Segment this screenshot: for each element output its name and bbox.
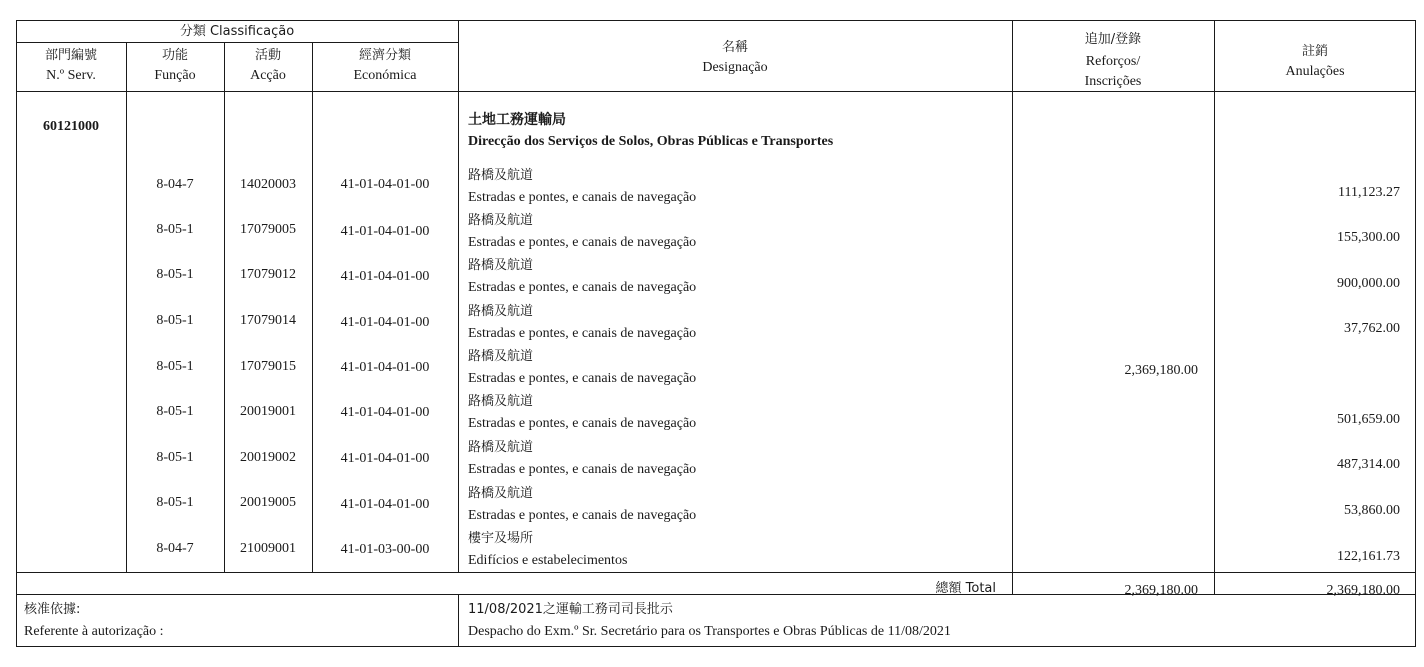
rule-accao (312, 42, 313, 572)
service-code: 60121000 (43, 119, 99, 134)
rule-reforcos (1012, 20, 1013, 594)
row-economica: 41-01-04-01-00 (340, 405, 430, 420)
row-funcao: 8-05-1 (156, 404, 194, 419)
header-reforcos-zh: 追加/登錄 (1084, 32, 1142, 47)
row-name-pt: Estradas e pontes, e canais de navegação (468, 371, 697, 386)
rule-funcao (224, 42, 225, 572)
header-economica-pt: Económica (353, 68, 417, 83)
row-name-zh: 路橋及航道 (468, 349, 534, 364)
row-funcao: 8-04-7 (156, 541, 194, 556)
row-economica: 41-01-04-01-00 (340, 224, 430, 239)
row-name-zh: 路橋及航道 (468, 440, 534, 455)
rule-header-bottom (16, 91, 1416, 92)
rule-body-bottom (16, 572, 1416, 573)
row-funcao: 8-05-1 (156, 222, 194, 237)
rule-footer-bottom (16, 646, 1416, 647)
row-accao: 20019001 (240, 404, 296, 419)
row-anulacao: 900,000.00 (1337, 276, 1400, 291)
row-funcao: 8-04-7 (156, 177, 194, 192)
row-accao: 21009001 (240, 541, 296, 556)
header-reforcos-pt2: Inscrições (1084, 74, 1142, 89)
row-economica: 41-01-04-01-00 (340, 315, 430, 330)
row-name-pt: Estradas e pontes, e canais de navegação (468, 280, 697, 295)
header-anulacoes-pt: Anulações (1285, 64, 1345, 79)
row-economica: 41-01-04-01-00 (340, 497, 430, 512)
header-funcao-zh: 功能 (161, 48, 188, 63)
total-label: 總額 Total (935, 581, 996, 596)
row-anulacao: 37,762.00 (1344, 321, 1400, 336)
row-funcao: 8-05-1 (156, 267, 194, 282)
service-name-pt: Direcção dos Serviços de Solos, Obras Públicas e Transportes (468, 134, 834, 149)
total-anulacoes: 2,369,180.00 (1326, 583, 1400, 598)
header-anulacoes-zh: 註銷 (1301, 44, 1328, 59)
row-funcao: 8-05-1 (156, 450, 194, 465)
row-name-pt: Estradas e pontes, e canais de navegação (468, 508, 697, 523)
row-anulacao: 111,123.27 (1338, 185, 1400, 200)
row-name-pt: Edifícios e estabelecimentos (468, 553, 628, 568)
header-accao-pt: Acção (250, 68, 286, 83)
footer-despacho-zh: 11/08/2021之運輸工務司司長批示 (468, 602, 673, 617)
header-reforcos-pt1: Reforços/ (1085, 54, 1141, 69)
row-accao: 20019005 (240, 495, 296, 510)
row-funcao: 8-05-1 (156, 359, 194, 374)
row-anulacao: 53,860.00 (1344, 503, 1400, 518)
row-name-pt: Estradas e pontes, e canais de navegação (468, 326, 697, 341)
row-name-zh: 路橋及航道 (468, 168, 534, 183)
row-name-pt: Estradas e pontes, e canais de navegação (468, 416, 697, 431)
row-anulacao: 501,659.00 (1337, 412, 1400, 427)
row-anulacao: 487,314.00 (1337, 457, 1400, 472)
header-accao-zh: 活動 (254, 48, 281, 63)
row-anulacao: 122,161.73 (1337, 549, 1400, 564)
footer-ref-pt: Referente à autorização : (24, 624, 164, 639)
header-economica-zh: 經濟分類 (358, 48, 411, 63)
budget-document (16, 20, 1416, 656)
row-name-pt: Estradas e pontes, e canais de navegação (468, 462, 697, 477)
row-name-zh: 路橋及航道 (468, 304, 534, 319)
row-funcao: 8-05-1 (156, 495, 194, 510)
row-accao: 17079015 (240, 359, 296, 374)
row-name-zh: 路橋及航道 (468, 394, 534, 409)
row-name-zh: 路橋及航道 (468, 213, 534, 228)
row-name-zh: 路橋及航道 (468, 258, 534, 273)
header-serv-zh: 部門編號 (44, 48, 97, 63)
row-anulacao: 155,300.00 (1337, 230, 1400, 245)
header-serv-pt: N.º Serv. (46, 68, 96, 83)
row-economica: 41-01-03-00-00 (340, 542, 430, 557)
row-economica: 41-01-04-01-00 (340, 269, 430, 284)
row-accao: 17079005 (240, 222, 296, 237)
rule-top (16, 20, 1416, 21)
row-accao: 20019002 (240, 450, 296, 465)
rule-designacao (458, 594, 459, 646)
row-accao: 17079014 (240, 313, 296, 328)
service-name-zh: 土地工務運輸局 (468, 112, 566, 128)
row-economica: 41-01-04-01-00 (340, 360, 430, 375)
header-designacao-pt: Designação (702, 60, 768, 75)
footer-ref-zh: 核准依據: (24, 602, 81, 617)
row-accao: 14020003 (240, 177, 296, 192)
footer-despacho-pt: Despacho do Exm.º Sr. Secretário para os Transportes e Obras Públicas de 11/08/2021 (468, 624, 951, 639)
rule-classification (16, 42, 458, 43)
row-name-pt: Estradas e pontes, e canais de navegação (468, 190, 697, 205)
row-funcao: 8-05-1 (156, 313, 194, 328)
rule-left (16, 20, 17, 647)
row-name-pt: Estradas e pontes, e canais de navegação (468, 235, 697, 250)
rule-economica (458, 20, 459, 572)
row-economica: 41-01-04-01-00 (340, 451, 430, 466)
total-reforcos: 2,369,180.00 (1124, 583, 1198, 598)
rule-serv (126, 42, 127, 572)
row-name-zh: 路橋及航道 (468, 486, 534, 501)
header-designacao-zh: 名稱 (721, 40, 748, 55)
row-reforco: 2,369,180.00 (1124, 363, 1198, 378)
header-classification: 分類 Classificação (179, 24, 295, 39)
rule-right (1415, 20, 1416, 647)
header-funcao-pt: Função (154, 68, 196, 83)
row-economica: 41-01-04-01-00 (340, 177, 430, 192)
row-name-zh: 樓宇及場所 (468, 531, 534, 546)
row-accao: 17079012 (240, 267, 296, 282)
